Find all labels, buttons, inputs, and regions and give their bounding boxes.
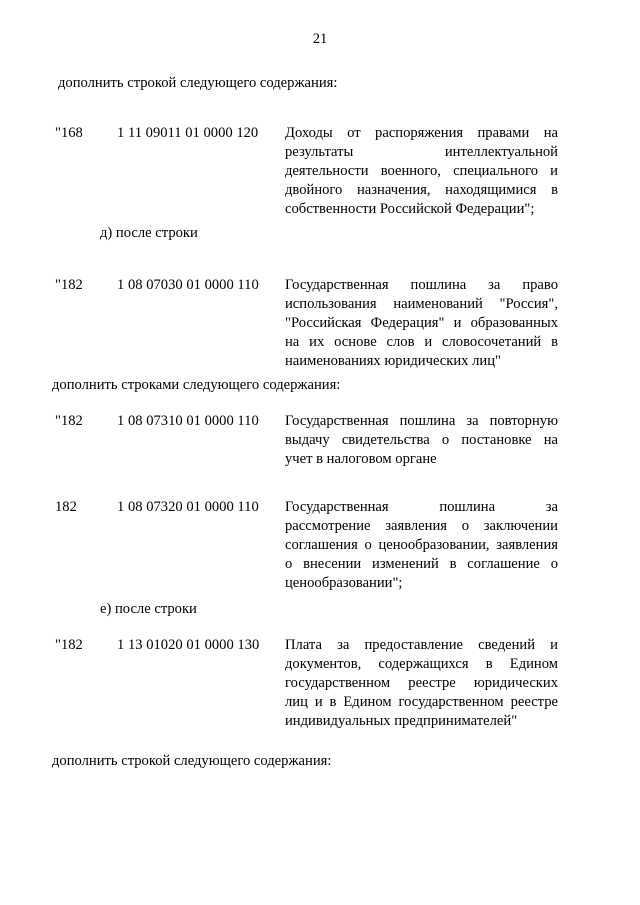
row-182-d-kbk: 1 13 01020 01 0000 130 bbox=[117, 637, 260, 653]
description-line: ценообразовании"; bbox=[285, 575, 403, 591]
subsection-d: д) после строки bbox=[100, 225, 198, 241]
description-line: о внесении изменений в соглашение о bbox=[285, 556, 558, 572]
instruction-add-row: дополнить строкой следующего содержания: bbox=[58, 75, 338, 91]
description-line: учет в налоговом органе bbox=[285, 451, 437, 467]
row-182-a-code: "182 bbox=[55, 277, 83, 293]
row-182-c-kbk: 1 08 07320 01 0000 110 bbox=[117, 499, 259, 515]
description-line: использования наименований "Россия", bbox=[285, 296, 558, 312]
description-line: деятельности военного, специального и bbox=[285, 163, 558, 179]
row-182-d-code: "182 bbox=[55, 637, 83, 653]
description-line: лиц и в Едином государственном реестре bbox=[285, 694, 558, 710]
description-line: Государственная пошлина за повторную bbox=[285, 413, 558, 429]
description-line: Государственная пошлина за bbox=[285, 499, 558, 515]
instruction-add-rows: дополнить строками следующего содержания: bbox=[52, 377, 341, 393]
description-line: двойного назначения, находящимися в bbox=[285, 182, 558, 198]
subsection-e: е) после строки bbox=[100, 601, 197, 617]
description-line: "Российская Федерация" и образованных bbox=[285, 315, 558, 331]
row-182-b-description bbox=[285, 412, 558, 469]
description-line: результаты интеллектуальной bbox=[285, 144, 558, 160]
description-line: на их основе слов и словосочетаний в bbox=[285, 334, 558, 350]
row-168-description bbox=[285, 124, 558, 219]
row-182-b-code: "182 bbox=[55, 413, 83, 429]
row-182-d-description bbox=[285, 636, 558, 731]
description-line: государственном реестре юридических bbox=[285, 675, 558, 691]
row-168-code: "168 bbox=[55, 125, 83, 141]
row-182-c-description bbox=[285, 498, 558, 593]
row-182-c-code: 182 bbox=[55, 499, 77, 515]
description-line: документов, содержащихся в Едином bbox=[285, 656, 558, 672]
description-line: Плата за предоставление сведений и bbox=[285, 637, 558, 653]
row-182-a-description bbox=[285, 276, 558, 371]
description-line: рассмотрение заявления о заключении bbox=[285, 518, 558, 534]
row-182-b-kbk: 1 08 07310 01 0000 110 bbox=[117, 413, 259, 429]
description-line: наименованиях юридических лиц" bbox=[285, 353, 501, 369]
row-168-kbk: 1 11 09011 01 0000 120 bbox=[117, 125, 259, 141]
instruction-add-row-final: дополнить строкой следующего содержания: bbox=[52, 753, 332, 769]
description-line: Доходы от распоряжения правами на bbox=[285, 125, 558, 141]
description-line: выдачу свидетельства о постановке на bbox=[285, 432, 558, 448]
page-number: 21 bbox=[312, 31, 328, 47]
description-line: Государственная пошлина за право bbox=[285, 277, 558, 293]
description-line: соглашения о ценообразовании, заявления bbox=[285, 537, 558, 553]
description-line: индивидуальных предпринимателей" bbox=[285, 713, 518, 729]
description-line: собственности Российской Федерации"; bbox=[285, 201, 535, 217]
row-182-a-kbk: 1 08 07030 01 0000 110 bbox=[117, 277, 259, 293]
